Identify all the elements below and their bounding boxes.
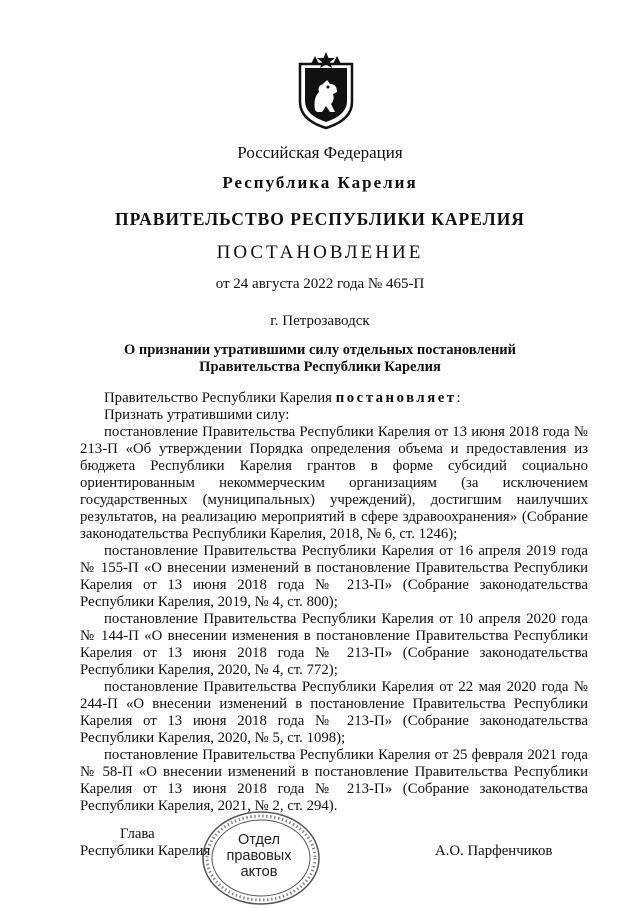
country-name: Российская Федерация <box>237 143 403 162</box>
document-city: г. Петрозаводск <box>270 313 370 329</box>
document-type: ПОСТАНОВЛЕНИЕ <box>216 242 424 263</box>
list-item: постановление Правительства Республики Карелия от 22 мая 2020 года № 244-П «О внесении изменений в постановление Правительства Республики Карелия от 13 июня 2018 года № 213-П» (Собрание законодательства Республики Карелия, 2020, № 5, ст. 1098); <box>80 679 588 746</box>
stamp-line-1: Отдел <box>238 832 280 848</box>
list-item: постановление Правительства Республики Карелия от 25 февраля 2021 года № 58-П «О внесении изменений в постановление Правительства Республики Карелия от 13 июня 2018 года № 213-П» (Собрание законодательства Республики Карелия, 2021, № 2, ст. 294). <box>80 747 588 814</box>
list-item: постановление Правительства Республики Карелия от 16 апреля 2019 года № 155-П «О внесении изменений в постановление Правительства Республики Карелия от 13 июня 2018 года № 213-П» (Собрание законодательства Республики Карелия, 2019, № 4, ст. 800); <box>80 543 588 610</box>
stamp-line-3: актов <box>240 864 278 880</box>
intro-verb: постановляет <box>335 390 457 406</box>
karelia-coat-of-arms-icon <box>297 52 355 130</box>
signatory-name: А.О. Парфенчиков <box>435 843 553 859</box>
signatory-title-line-2: Республики Карелия <box>80 843 211 859</box>
lead-paragraph: Признать утратившими силу: <box>104 407 290 423</box>
document-title-line-1: О признании утратившими силу отдельных постановлений <box>123 342 517 358</box>
document-date: от 24 августа 2022 года № 465-П <box>215 276 425 292</box>
document-title-line-2: Правительства Республики Карелия <box>199 359 441 375</box>
republic-name: Республика Карелия <box>222 173 418 192</box>
document-title <box>0 342 640 376</box>
list-item: постановление Правительства Республики Карелия от 10 апреля 2020 года № 144-П «О внесении изменения в постановление Правительства Республики Карелия от 13 июня 2018 года № 213-П» (Собрание законодательства Республики Карелия, 2020, № 4, ст. 772); <box>80 611 588 678</box>
intro-suffix: : <box>456 390 461 406</box>
list-item: постановление Правительства Республики Карелия от 13 июня 2018 года № 213-П «Об утверждении Порядка определения объема и предоставления из бюджета Республики Карелия грантов в форме субсидий социально ориентированным некоммерческим организациям (за исключением государственных (муниципальных) учреждений), достигшим наилучших результатов, на реализацию мероприятий в сфере здравоохранения» (Собрание законодательства Республики Карелия, 2018, № 6, ст. 1246); <box>80 424 588 542</box>
signatory-title <box>80 826 210 860</box>
intro-prefix: Правительство Республики Карелия <box>104 390 332 406</box>
government-name: ПРАВИТЕЛЬСТВО РЕСПУБЛИКИ КАРЕЛИЯ <box>115 209 525 229</box>
stamp-line-2: правовых <box>226 848 292 864</box>
document-body <box>80 390 588 815</box>
intro-paragraph <box>80 390 588 407</box>
signatory-title-line-1: Глава <box>120 826 155 842</box>
stamp-text <box>216 832 302 880</box>
